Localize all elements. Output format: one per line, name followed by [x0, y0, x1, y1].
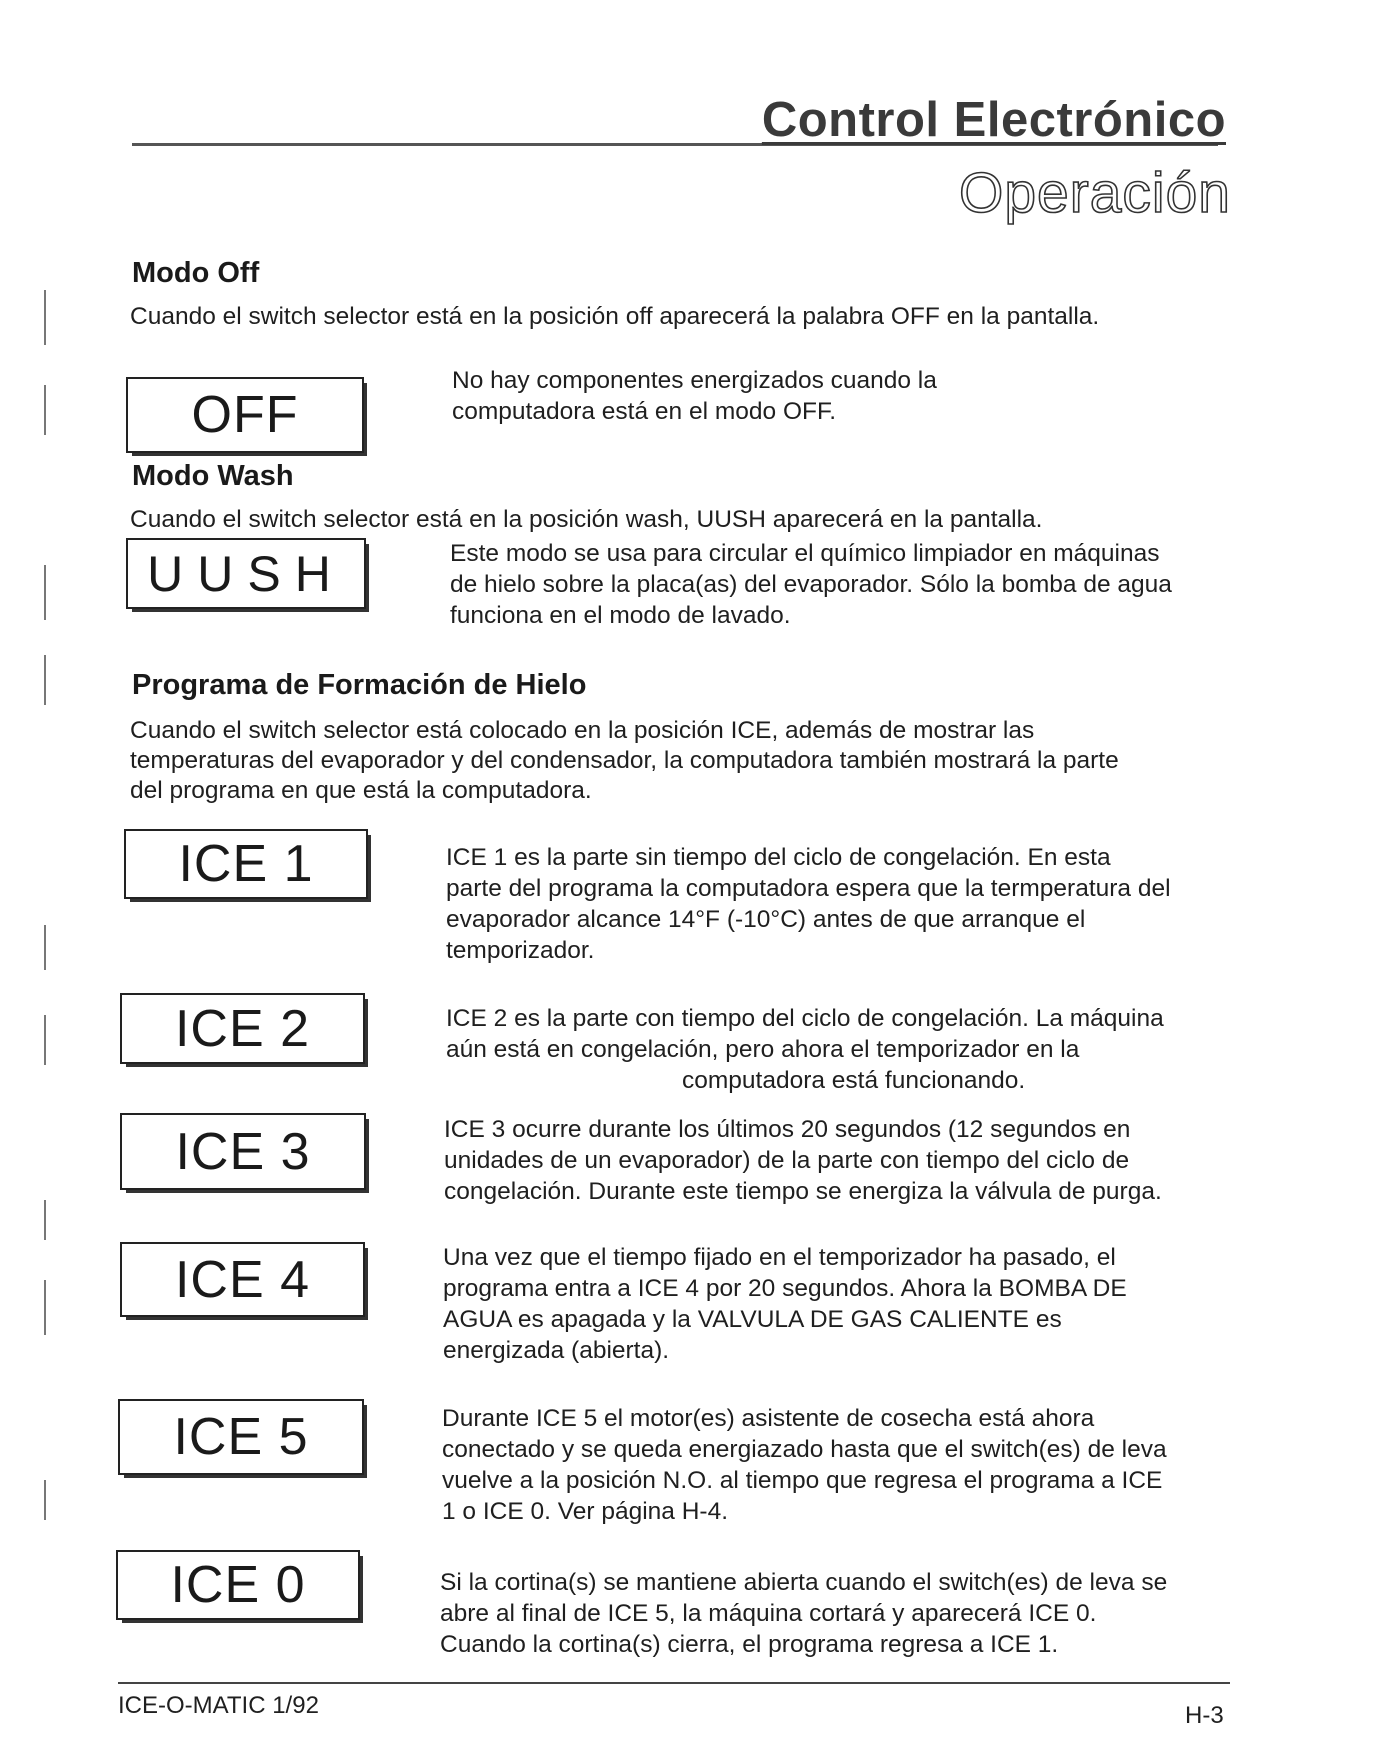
description-line: vuelve a la posición N.O. al tiempo que regresa el programa a ICE — [442, 1467, 1163, 1494]
section-intro-ice-program — [130, 716, 1250, 806]
scan-edge-mark — [44, 1280, 46, 1335]
footer-rule — [118, 1682, 1230, 1684]
display-text: OFF — [191, 386, 299, 444]
display-box-ice-4 — [120, 1242, 365, 1317]
display-box-ice-3 — [120, 1113, 366, 1190]
description-line: temporizador. — [446, 937, 595, 964]
display-text: ICE 0 — [170, 1556, 306, 1614]
scan-edge-mark — [44, 1480, 46, 1520]
scan-edge-mark — [44, 925, 46, 970]
display-text: ICE 1 — [178, 835, 314, 893]
description-line: unidades de un evaporador) de la parte con tiempo del ciclo de — [444, 1147, 1130, 1174]
description-ice-2 — [446, 1003, 1276, 1096]
section-intro-off: Cuando el switch selector está en la posición off aparecerá la palabra OFF en la pantalla. — [130, 303, 1100, 330]
description-line: conectado y se queda energiazado hasta que el switch(es) de leva — [442, 1436, 1167, 1463]
description-ice-3 — [444, 1114, 1284, 1207]
display-text: ICE 5 — [173, 1408, 309, 1466]
description-line: Una vez que el tiempo fijado en el temporizador ha pasado, el — [443, 1244, 1116, 1271]
display-text: ICE 4 — [174, 1250, 311, 1309]
description-ice-5 — [442, 1403, 1282, 1527]
description-line: de hielo sobre la placa(as) del evaporador. Sólo la bomba de agua — [450, 571, 1172, 598]
section-heading-ice-program: Programa de Formación de Hielo — [132, 669, 587, 701]
display-text: ICE 3 — [175, 1122, 311, 1181]
intro-line: del programa en que está la computadora. — [130, 777, 592, 804]
intro-line: temperaturas del evaporador y del condensador, la computadora también mostrará la parte — [130, 747, 1119, 774]
section-heading-wash: Modo Wash — [132, 460, 294, 492]
scan-edge-mark — [44, 1015, 46, 1065]
scan-edge-mark — [44, 1200, 46, 1240]
description-line: aún está en congelación, pero ahora el temporizador en la — [446, 1036, 1080, 1063]
description-line: funciona en el modo de lavado. — [450, 602, 791, 629]
description-line: ICE 1 es la parte sin tiempo del ciclo de congelación. En esta — [446, 844, 1111, 871]
scan-edge-mark — [44, 655, 46, 705]
display-text: ICE 2 — [174, 999, 311, 1058]
page-title: Control Electrónico — [761, 93, 1226, 147]
description-line: abre al final de ICE 5, la máquina cortará y aparecerá ICE 0. — [440, 1600, 1097, 1627]
scan-edge-mark — [44, 565, 46, 620]
description-line: Durante ICE 5 el motor(es) asistente de cosecha está ahora — [442, 1405, 1095, 1432]
intro-line: Cuando el switch selector está colocado en la posición ICE, además de mostrar las — [130, 717, 1035, 744]
description-line: 1 o ICE 0. Ver página H-4. — [442, 1498, 728, 1525]
description-line: No hay componentes energizados cuando la — [452, 367, 937, 394]
scan-edge-mark — [44, 385, 46, 435]
description-off — [452, 365, 1252, 427]
page-subtitle: Operación — [959, 161, 1231, 225]
description-line: programa entra a ICE 4 por 20 segundos. Ahora la BOMBA DE — [443, 1275, 1127, 1302]
section-intro-wash: Cuando el switch selector está en la posición wash, UUSH aparecerá en la pantalla. — [130, 506, 1043, 533]
display-box-ice-5 — [118, 1399, 364, 1475]
description-wash — [450, 538, 1270, 631]
description-ice-0 — [440, 1567, 1290, 1660]
footer-publisher: ICE-O-MATIC 1/92 — [118, 1692, 319, 1719]
description-line: Cuando la cortina(s) cierra, el programa regresa a ICE 1. — [440, 1631, 1059, 1658]
section-heading-off: Modo Off — [132, 257, 260, 289]
description-line: parte del programa la computadora espera que la termperatura del — [446, 875, 1171, 902]
display-box-wash — [126, 538, 366, 609]
description-line: evaporador alcance 14°F (-10°C) antes de que arranque el — [446, 906, 1086, 933]
description-line: ICE 3 ocurre durante los últimos 20 segundos (12 segundos en — [444, 1116, 1131, 1143]
display-box-ice-0 — [116, 1550, 360, 1620]
display-box-ice-1 — [124, 829, 368, 899]
description-line: computadora está funcionando. — [682, 1067, 1026, 1094]
scan-edge-mark — [44, 290, 46, 345]
display-text: UUSH — [147, 545, 345, 602]
description-line: Si la cortina(s) se mantiene abierta cuando el switch(es) de leva se — [440, 1569, 1168, 1596]
description-line: energizada (abierta). — [443, 1337, 670, 1364]
description-line: AGUA es apagada y la VALVULA DE GAS CALIENTE es — [443, 1306, 1062, 1333]
description-line: ICE 2 es la parte con tiempo del ciclo de congelación. La máquina — [446, 1005, 1164, 1032]
description-line: Este modo se usa para circular el químico limpiador en máquinas — [450, 540, 1160, 567]
page-number: H-3 — [1185, 1702, 1224, 1729]
description-line: congelación. Durante este tiempo se energiza la válvula de purga. — [444, 1178, 1162, 1205]
description-ice-1 — [446, 842, 1276, 966]
description-line: computadora está en el modo OFF. — [452, 398, 837, 425]
display-box-off — [126, 377, 364, 453]
description-ice-4 — [443, 1242, 1283, 1366]
display-box-ice-2 — [120, 993, 365, 1064]
